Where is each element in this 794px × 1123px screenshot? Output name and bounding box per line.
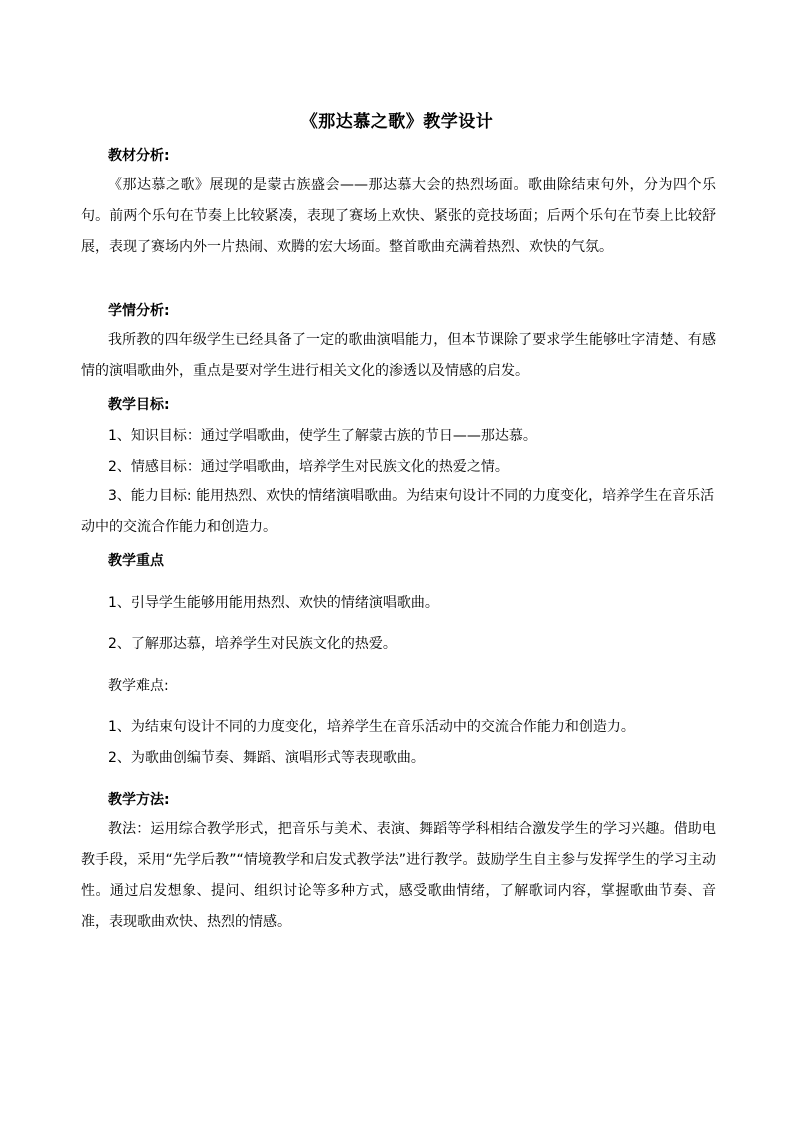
heading-material-analysis: 教材分析: bbox=[108, 148, 170, 164]
heading-teaching-goals: 教学目标: bbox=[108, 397, 170, 413]
heading-student-analysis: 学情分析: bbox=[108, 303, 170, 319]
heading-teaching-methods: 教学方法: bbox=[108, 792, 170, 808]
key-point-item-2: 2、了解那达慕，培养学生对民族文化的热爱。 bbox=[108, 636, 397, 652]
paragraph-material-analysis: 《那达慕之歌》展现的是蒙古族盛会——那达慕大会的热烈场面。歌曲除结束句外，分为四个乐句。前两个乐句在节奏上比较紧凑，表现了赛场上欢快、紧张的竞技场面；后两个乐句在节奏上比较舒展，表现了赛场内外一片热闹、欢腾的宏大场面。整首歌曲充满着热烈、欢快的气氛。 bbox=[81, 177, 716, 255]
goal-item-ability: 3、能力目标: 能用热烈、欢快的情绪演唱歌曲。为结束句设计不同的力度变化，培养学生在音乐活动中的交流合作能力和创造力。 bbox=[81, 488, 715, 535]
difficulty-item-2: 2、为歌曲创编节奏、舞蹈、演唱形式等表现歌曲。 bbox=[108, 750, 425, 766]
heading-difficulties: 教学难点: bbox=[108, 678, 169, 694]
goal-item-knowledge: 1、知识目标：通过学唱歌曲，使学生了解蒙古族的节日——那达慕。 bbox=[108, 428, 537, 444]
paragraph-teaching-methods: 教法：运用综合教学形式，把音乐与美术、表演、舞蹈等学科相结合激发学生的学习兴趣。借助电教手段，采用“先学后教”“情境教学和启发式教学法”进行教学。鼓励学生自主参与发挥学生的学习主动性。通过启发想象、提问、组织讨论等多种方式，感受歌曲情绪，了解歌词内容，掌握歌曲节奏、音准，表现歌曲欢快、热烈的情感。 bbox=[81, 821, 716, 930]
document-title: 《那达慕之歌》教学设计 bbox=[300, 112, 494, 132]
goal-item-emotion: 2、情感目标：通过学唱歌曲，培养学生对民族文化的热爱之情。 bbox=[108, 459, 509, 475]
heading-key-points: 教学重点 bbox=[108, 553, 164, 569]
key-point-item-1: 1、引导学生能够用能用热烈、欢快的情绪演唱歌曲。 bbox=[108, 595, 439, 611]
difficulty-item-1: 1、为结束句设计不同的力度变化，培养学生在音乐活动中的交流合作能力和创造力。 bbox=[108, 719, 635, 735]
paragraph-student-analysis: 我所教的四年级学生已经具备了一定的歌曲演唱能力，但本节课除了要求学生能够吐字清楚、有感情的演唱歌曲外，重点是要对学生进行相关文化的渗透以及情感的启发。 bbox=[81, 332, 716, 379]
